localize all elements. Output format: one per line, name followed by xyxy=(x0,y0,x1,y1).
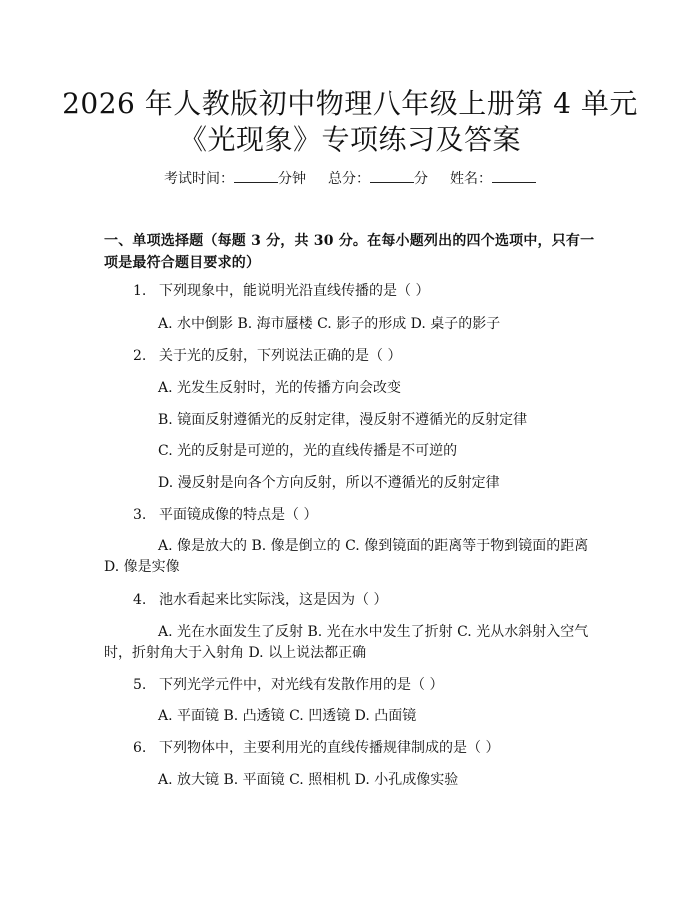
document-title-line-2: 《光现象》专项练习及答案 xyxy=(178,123,521,156)
question-number: 5. xyxy=(133,677,147,693)
question-stem: 关于光的反射，下列说法正确的是（ ） xyxy=(159,348,402,364)
question-number: 3. xyxy=(133,507,147,523)
time-blank xyxy=(234,168,278,183)
question-number: 6. xyxy=(133,740,147,756)
score-blank xyxy=(370,168,414,183)
question-number: 1. xyxy=(133,283,147,299)
question-3-options-continued: D. 像是实像 xyxy=(104,559,180,575)
question-2 xyxy=(133,346,401,366)
question-5-options: A. 平面镜 B. 凸透镜 C. 凹透镜 D. 凸面镜 xyxy=(158,708,417,724)
question-1-options: A. 水中倒影 B. 海市蜃楼 C. 影子的形成 D. 桌子的影子 xyxy=(158,316,501,332)
section-heading: 一、单项选择题（每题 3 分，共 30 分。在每小题列出的四个选项中，只有一项是最符合题目要求的） xyxy=(104,233,595,271)
time-label: 考试时间： xyxy=(164,171,234,187)
question-2-option-c: C. 光的反射是可逆的，光的直线传播是不可逆的 xyxy=(158,443,458,459)
question-4-options-continued: 时，折射角大于入射角 D. 以上说法都正确 xyxy=(104,645,367,661)
question-4-options: A. 光在水面发生了反射 B. 光在水中发生了折射 C. 光从水斜射入空气 xyxy=(158,624,589,640)
question-3 xyxy=(133,505,317,525)
name-label: 姓名： xyxy=(450,171,492,187)
time-unit: 分钟 xyxy=(278,171,306,187)
question-stem: 下列光学元件中，对光线有发散作用的是（ ） xyxy=(159,677,444,693)
question-2-option-d: D. 漫反射是向各个方向反射，所以不遵循光的反射定律 xyxy=(158,475,500,491)
question-number: 2. xyxy=(133,348,147,364)
document-title-line-1: 2026 年人教版初中物理八年级上册第 4 单元 xyxy=(62,87,638,120)
score-unit: 分 xyxy=(414,171,428,187)
question-stem: 池水看起来比实际浅，这是因为（ ） xyxy=(159,592,388,608)
question-stem: 平面镜成像的特点是（ ） xyxy=(159,507,318,523)
question-number: 4. xyxy=(133,592,147,608)
question-2-option-a: A. 光发生反射时，光的传播方向会改变 xyxy=(158,380,402,396)
question-stem: 下列物体中，主要利用光的直线传播规律制成的是（ ） xyxy=(159,740,500,756)
question-6-options: A. 放大镜 B. 平面镜 C. 照相机 D. 小孔成像实验 xyxy=(158,772,459,788)
score-label: 总分： xyxy=(328,171,370,187)
question-1 xyxy=(133,281,429,301)
name-blank xyxy=(492,168,536,183)
question-2-option-b: B. 镜面反射遵循光的反射定律，漫反射不遵循光的反射定律 xyxy=(158,412,528,428)
question-stem: 下列现象中，能说明光沿直线传播的是（ ） xyxy=(159,283,430,299)
exam-info-row xyxy=(0,168,700,189)
question-4 xyxy=(133,590,387,610)
question-5 xyxy=(133,675,443,695)
question-6 xyxy=(133,738,499,758)
question-3-options: A. 像是放大的 B. 像是倒立的 C. 像到镜面的距离等于物到镜面的距离 xyxy=(158,538,589,554)
